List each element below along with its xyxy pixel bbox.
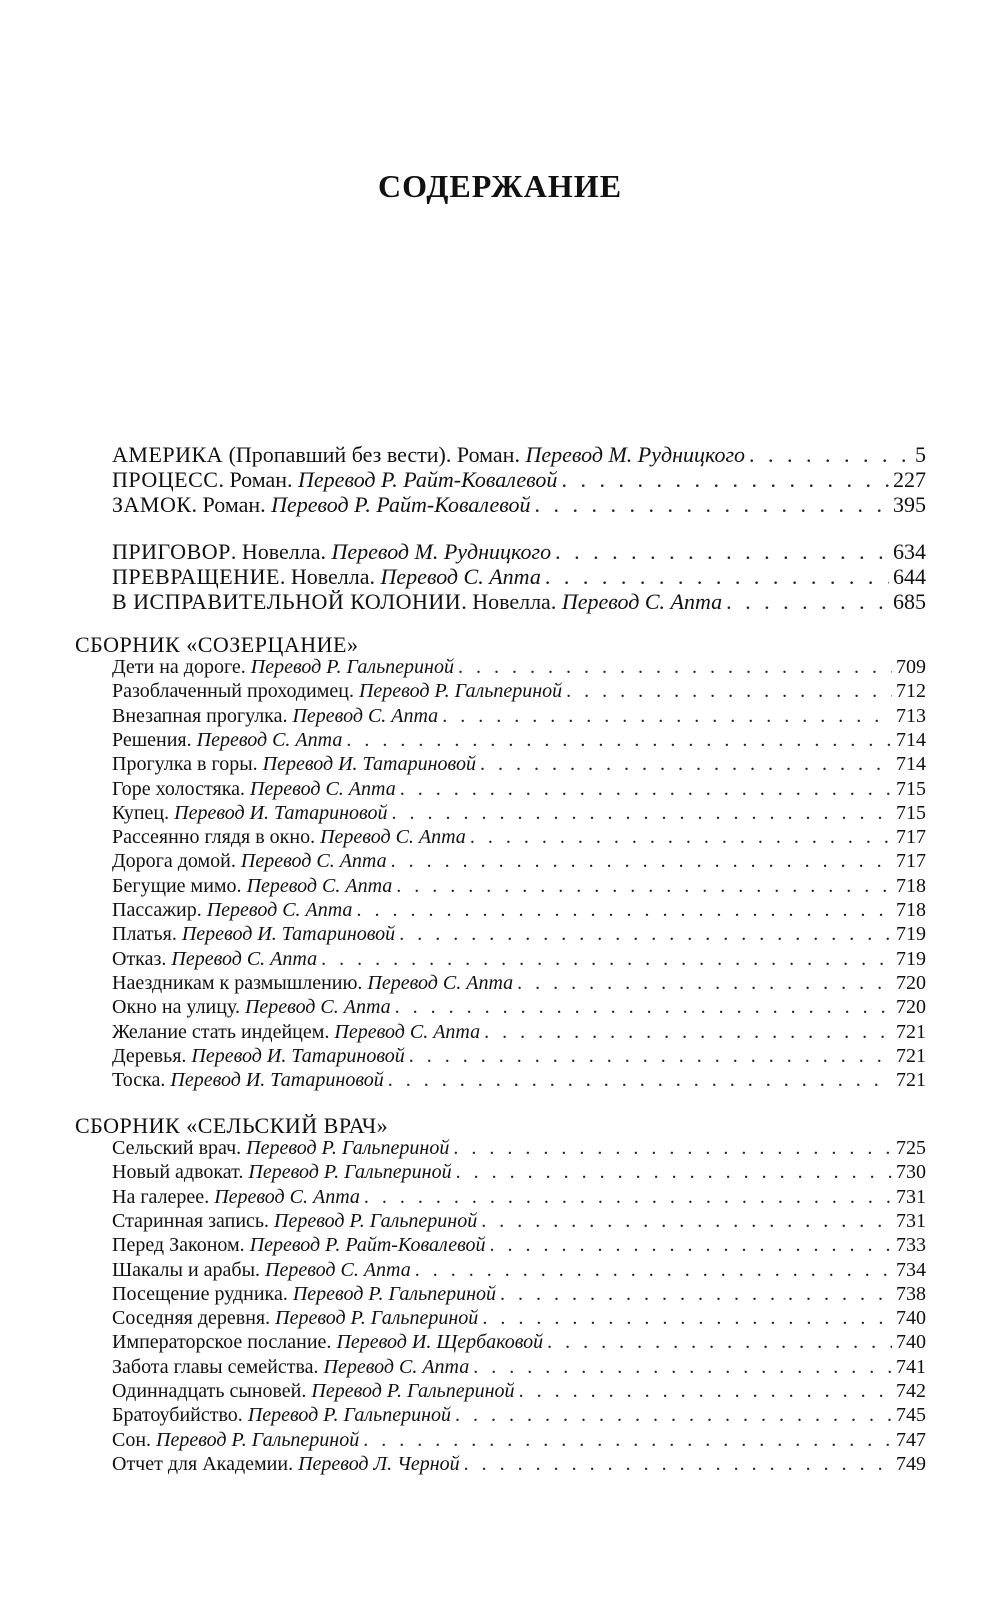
entry-translator: Перевод И. Татариновой [174,801,388,824]
entry-translator: Перевод Р. Гальпериной [246,1137,450,1159]
entry-page: 734 [896,1258,926,1281]
entry-title: Деревья. [112,1044,192,1067]
dot-leader [455,1404,892,1427]
entry-genre: . Новелла. [279,564,381,589]
entry-page: 747 [896,1428,926,1451]
entry-title: Горе холостяка. [112,777,250,800]
entry-page: 721 [896,1069,926,1092]
entry-page: 731 [896,1185,926,1208]
entry-page: 227 [893,467,926,492]
entry-page: 713 [896,704,926,727]
entry-translator: Перевод С. Апта [380,564,541,589]
dot-leader [346,729,892,752]
entry-genre: (Пропавший без вести). Роман. [223,442,526,467]
entry-translator: Перевод С. Апта [244,996,391,1019]
dot-leader [726,589,889,615]
dot-leader [395,996,892,1019]
toc-entry-novel[interactable] [112,442,926,467]
entry-title: Платья. [112,923,182,946]
toc-entry[interactable] [112,972,926,997]
section-heading-country-doctor: СБОРНИК «СЕЛЬСКИЙ ВРАЧ» [75,1113,389,1138]
toc-entry-novella[interactable] [112,564,926,589]
toc-entry[interactable] [112,850,926,875]
entry-page: 718 [896,899,926,921]
entry-title: ПРЕВРАЩЕНИЕ [112,564,280,589]
section-heading-contemplation: СБОРНИК «СОЗЕРЦАНИЕ» [75,632,359,657]
toc-entry-novella[interactable] [112,589,926,614]
dot-leader [363,1429,892,1452]
entry-translator: Перевод И. Татариновой [170,1069,384,1092]
dot-leader [481,1210,892,1233]
dot-leader [364,1186,892,1209]
entry-title: Перед Законом. [112,1234,250,1257]
entry-translator: Перевод С. Апта [249,777,396,800]
entry-title: Дети на дороге. [112,656,251,678]
entry-title: Внезапная прогулка. [112,704,293,727]
dot-leader [500,1283,892,1306]
toc-entry[interactable] [112,923,926,948]
dot-leader [321,948,892,971]
dot-leader [391,802,892,825]
entry-page: 725 [896,1137,926,1159]
entry-translator: Перевод И. Татариновой [262,753,476,776]
dot-leader [566,680,892,703]
entry-translator: Перевод И. Татариновой [181,923,396,946]
entry-translator: Перевод С. Апта [206,899,353,921]
entry-translator: Перевод Р. Райт-Ковалевой [271,492,531,517]
entry-page: 745 [896,1404,926,1427]
entry-translator: Перевод С. Апта [196,728,343,751]
entry-translator: Перевод Р. Гальпериной [358,680,563,703]
toc-entry[interactable] [112,1356,926,1381]
dot-leader [388,1069,892,1092]
entry-page: 742 [896,1380,926,1402]
toc-entry[interactable] [112,680,926,705]
entry-title: Одиннадцать сыновей. [112,1380,312,1402]
dot-leader [545,564,889,590]
entry-translator: Перевод Р. Гальпериной [292,1282,497,1305]
dot-leader [484,1021,892,1044]
dot-leader [409,1045,892,1068]
dot-leader [456,1161,892,1184]
dot-leader [519,1380,892,1403]
entry-title: Дорога домой. [112,850,241,873]
entry-title: Разоблаченный проходимец. [112,680,359,703]
entry-title: Отчет для Академии. [112,1452,299,1475]
dot-leader [391,850,892,873]
entry-page: 740 [896,1307,926,1330]
entry-title: Братоубийство. [112,1404,248,1427]
toc-entry[interactable] [112,705,926,730]
entry-page: 685 [893,589,926,614]
entry-title: Соседняя деревня. [112,1307,276,1330]
entry-title: Тоска. [112,1069,171,1092]
entry-page: 721 [896,1020,926,1043]
entry-page: 718 [896,874,926,897]
entry-page: 5 [915,442,926,467]
entry-genre: . Новелла. [461,589,562,614]
entry-title: Забота главы семейства. [112,1355,324,1378]
entry-title: Прогулка в горы. [112,753,263,776]
entry-translator: Перевод Л. Черной [298,1452,460,1475]
dot-leader [442,705,892,728]
entry-translator: Перевод С. Апта [240,850,387,873]
entry-translator: Перевод И. Татариновой [191,1044,405,1067]
dot-leader [400,778,892,801]
entry-page: 717 [896,826,926,849]
dot-leader [480,753,892,776]
entry-page: 741 [896,1355,926,1378]
entry-title: Рассеянно глядя в окно. [112,826,321,849]
entry-title: ЗАМОК [112,492,192,517]
toc-entry[interactable] [112,1210,926,1235]
toc-entry[interactable] [112,899,926,924]
entry-title: Старинная запись. [112,1209,275,1232]
entry-translator: Перевод С. Апта [171,947,318,970]
entry-title: Бегущие мимо. [112,874,247,897]
entry-page: 719 [896,923,926,946]
toc-entry[interactable] [112,1307,926,1332]
entry-genre: . Новелла. [230,539,332,564]
entry-translator: Перевод С. Апта [320,826,466,849]
dot-leader [453,1137,892,1160]
entry-page: 749 [896,1452,926,1475]
entry-title: ПРИГОВОР [112,539,231,564]
entry-page: 714 [896,728,926,751]
entry-title: Отказ. [112,947,172,970]
entry-title: Пассажир. [112,899,207,921]
dot-leader [749,442,911,468]
dot-leader [482,1307,892,1330]
entry-translator: Перевод Р. Гальпериной [274,1209,478,1232]
entry-page: 733 [896,1234,926,1257]
entry-title: В ИСПРАВИТЕЛЬНОЙ КОЛОНИИ [112,589,462,614]
dot-leader [415,1259,892,1282]
entry-title: Наездникам к размышлению. [112,971,368,994]
toc-entry[interactable] [112,1137,926,1162]
entry-genre: . Роман. [218,467,299,492]
entry-title: Сон. [112,1428,157,1451]
toc-entry[interactable] [112,1234,926,1259]
entry-page: 730 [896,1161,926,1184]
entry-page: 720 [896,996,926,1019]
toc-entry[interactable] [112,1429,926,1454]
toc-entry[interactable] [112,778,926,803]
entry-translator: Перевод Р. Гальпериной [248,1161,452,1184]
entry-page: 715 [896,801,926,824]
entry-page: 717 [896,850,926,873]
entry-translator: Перевод Р. Гальпериной [247,1404,451,1427]
toc-entry[interactable] [112,1161,926,1186]
entry-translator: Перевод Р. Райт-Ковалевой [249,1234,486,1257]
toc-entry[interactable] [112,656,926,681]
entry-translator: Перевод С. Апта [561,589,723,614]
toc-entry[interactable] [112,753,926,778]
toc-entry-novel[interactable] [112,467,926,492]
entry-title: Купец. [112,801,175,824]
toc-entry[interactable] [112,1186,926,1211]
entry-translator: Перевод С. Апта [214,1185,360,1208]
entry-title: Шакалы и арабы. [112,1258,266,1281]
entry-translator: Перевод М. Рудницкого [525,442,746,467]
toc-entry[interactable] [112,1453,926,1478]
dot-leader [517,972,892,995]
entry-translator: Перевод С. Апта [292,704,439,727]
toc-entry-novella[interactable] [112,539,926,564]
dot-leader [473,1356,892,1379]
dot-leader [464,1453,892,1476]
dot-leader [535,492,889,518]
entry-title: ПРОЦЕСС [112,467,219,492]
toc-entry[interactable] [112,1069,926,1094]
toc-entry[interactable] [112,1283,926,1308]
entry-genre: . Роман. [191,492,272,517]
dot-leader [490,1234,892,1257]
entry-page: 644 [893,564,926,589]
toc-entry[interactable] [112,802,926,827]
entry-page: 712 [896,680,926,703]
entry-page: 731 [896,1209,926,1232]
dot-leader [561,467,889,493]
entry-title: Окно на улицу. [112,996,245,1019]
entry-title: Новый адвокат. [112,1161,249,1184]
entry-translator: Перевод Р. Гальпериной [311,1380,515,1402]
entry-title: Решения. [112,728,197,751]
entry-translator: Перевод С. Апта [367,971,514,994]
entry-page: 395 [893,492,926,517]
entry-title: Императорское послание. [112,1331,337,1354]
entry-translator: Перевод С. Апта [334,1020,481,1043]
toc-entry[interactable] [112,996,926,1021]
entry-translator: Перевод Р. Гальпериной [156,1428,360,1451]
dot-leader [547,1331,892,1354]
entry-translator: Перевод С. Апта [323,1355,470,1378]
entry-page: 740 [896,1331,926,1354]
entry-translator: Перевод С. Апта [246,874,393,897]
entry-page: 738 [896,1282,926,1305]
entry-page: 714 [896,753,926,776]
toc-entry[interactable] [112,1045,926,1070]
entry-translator: Перевод Р. Гальпериной [275,1307,479,1330]
entry-page: 721 [896,1044,926,1067]
entry-page: 720 [896,971,926,994]
toc-entry[interactable] [112,729,926,754]
entry-title: Желание стать индейцем. [112,1020,335,1043]
entry-translator: Перевод Р. Гальпериной [250,656,454,678]
dot-leader [356,899,892,922]
entry-title: На галерее. [112,1185,215,1208]
toc-entry[interactable] [112,1259,926,1284]
entry-translator: Перевод М. Рудницкого [331,539,552,564]
page-title: СОДЕРЖАНИЕ [377,168,623,204]
toc-entry[interactable] [112,1404,926,1429]
entry-translator: Перевод С. Апта [265,1258,411,1281]
entry-page: 634 [893,539,926,564]
toc-entry[interactable] [112,826,926,851]
toc-entry[interactable] [112,1021,926,1046]
dot-leader [470,826,892,849]
entry-title: Сельский врач. [112,1137,247,1159]
dot-leader [396,875,892,898]
entry-page: 719 [896,947,926,970]
dot-leader [399,923,892,946]
entry-title: АМЕРИКА [112,442,224,467]
entry-translator: Перевод Р. Райт-Ковалевой [298,467,558,492]
entry-page: 709 [896,656,926,678]
toc-entry[interactable] [112,1331,926,1356]
toc-entry[interactable] [112,1380,926,1405]
entry-title: Посещение рудника. [112,1282,293,1305]
toc-entry[interactable] [112,875,926,900]
entry-translator: Перевод И. Щербаковой [336,1331,544,1354]
dot-leader [555,539,889,565]
toc-entry-novel[interactable] [112,492,926,517]
dot-leader [458,656,892,679]
entry-page: 715 [896,777,926,800]
toc-entry[interactable] [112,948,926,973]
